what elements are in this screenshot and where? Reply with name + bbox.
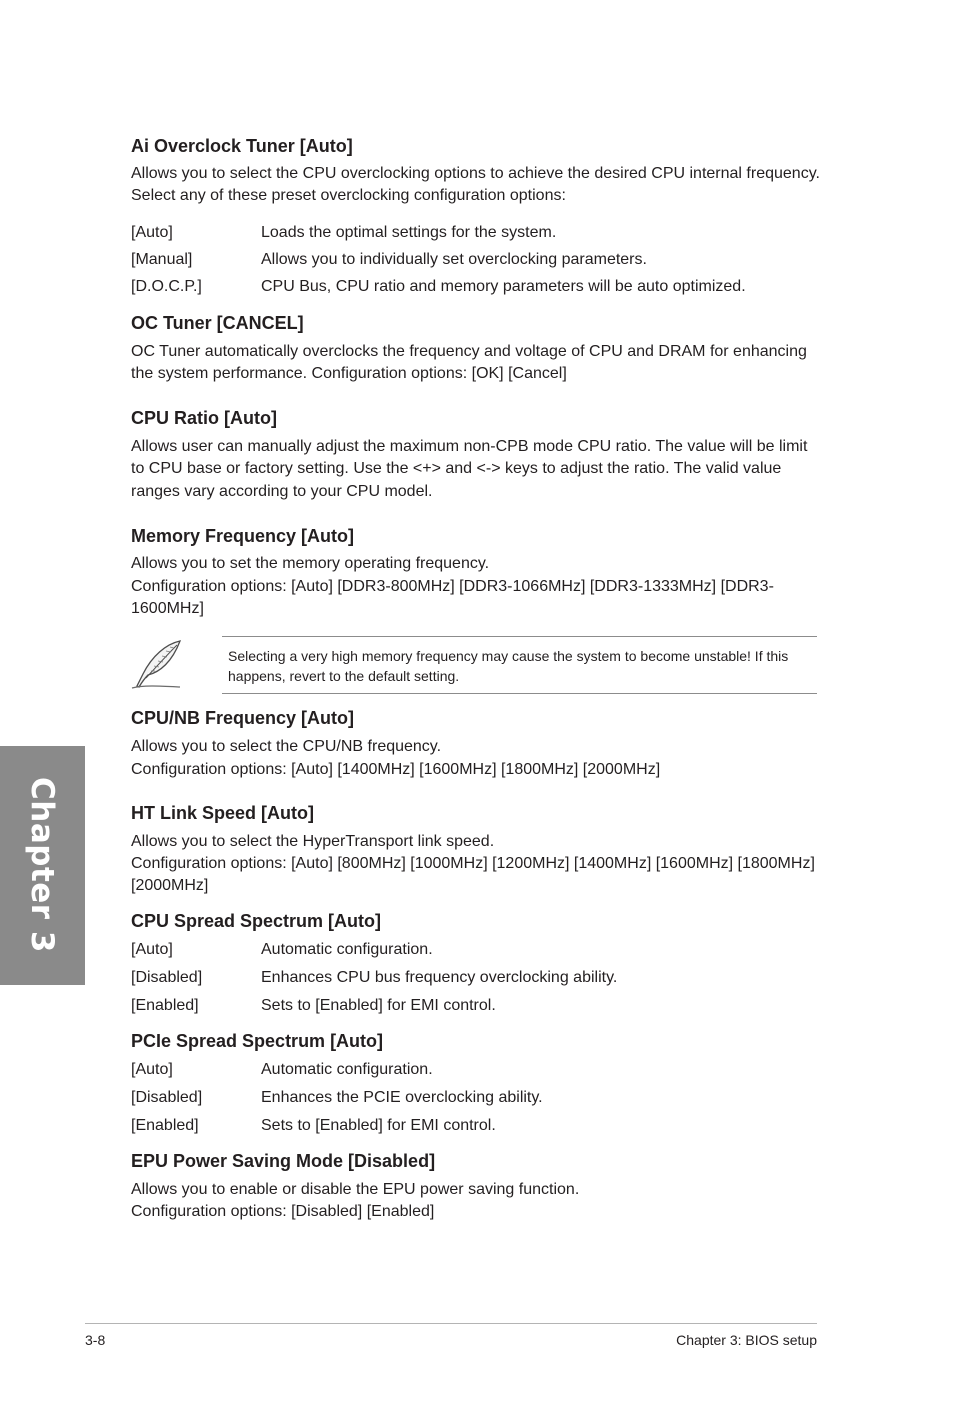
section-heading-cpu-nb-frequency: CPU/NB Frequency [Auto] [131,708,355,728]
option-key: [Auto] [131,941,173,958]
option-description: Loads the optimal settings for the system. [261,224,557,241]
section-heading-cpu-spread-spectrum: CPU Spread Spectrum [Auto] [131,911,382,931]
chapter-tab-label: Chapter 3 [24,777,60,953]
option-description: CPU Bus, CPU ratio and memory parameters will be auto optimized. [261,278,746,295]
note-top-rule [222,636,817,637]
note-bottom-rule [222,693,817,694]
quill-pen-icon [130,638,184,690]
option-key: [Auto] [131,1061,173,1078]
section-heading-oc-tuner: OC Tuner [CANCEL] [131,313,304,333]
option-description: Enhances the PCIE overclocking ability. [261,1089,543,1106]
option-description: Allows you to individually set overclocking parameters. [261,251,647,268]
section-heading-ai-overclock-tuner: Ai Overclock Tuner [Auto] [131,136,353,156]
option-key: [Enabled] [131,1117,199,1134]
section-heading-ht-link-speed: HT Link Speed [Auto] [131,803,314,823]
option-description: Enhances CPU bus frequency overclocking ability. [261,969,618,986]
option-description: Sets to [Enabled] for EMI control. [261,1117,496,1134]
section-heading-cpu-ratio: CPU Ratio [Auto] [131,408,277,428]
section-text-ht-link-speed-line1: Allows you to select the HyperTransport link speed. [131,833,495,850]
option-key: [D.O.C.P.] [131,278,202,295]
section-text-cpu-ratio: Allows user can manually adjust the maximum non-CPB mode CPU ratio. The value will be limit to CPU base or factory setting. Use the <+> and <-> keys to adjust the ratio. The valid value ranges vary according to your CPU model. [131,438,808,500]
option-description: Sets to [Enabled] for EMI control. [261,997,496,1014]
footer-rule [85,1323,817,1324]
option-key: [Disabled] [131,969,203,986]
section-text-oc-tuner: OC Tuner automatically overclocks the frequency and voltage of CPU and DRAM for enhancing the system performance. Configuration options: [OK] [Cancel] [131,343,807,383]
option-key: [Enabled] [131,997,199,1014]
section-heading-pcie-spread-spectrum: PCIe Spread Spectrum [Auto] [131,1031,384,1051]
section-text-epu-power-saving-line2: Configuration options: [Disabled] [Enabled] [131,1203,435,1220]
page-number: 3-8 [85,1332,106,1348]
option-key: [Manual] [131,251,193,268]
section-text-cpu-nb-frequency-line1: Allows you to select the CPU/NB frequency. [131,738,442,755]
option-key: [Auto] [131,224,173,241]
section-heading-memory-frequency: Memory Frequency [Auto] [131,526,355,546]
section-heading-epu-power-saving-mode: EPU Power Saving Mode [Disabled] [131,1151,436,1171]
section-text-epu-power-saving-line1: Allows you to enable or disable the EPU power saving function. [131,1181,580,1198]
section-text-memory-frequency-line1: Allows you to set the memory operating frequency. [131,555,490,572]
option-description: Automatic configuration. [261,941,433,958]
section-text-memory-frequency-line2: Configuration options: [Auto] [DDR3-800MHz] [DDR3-1066MHz] [DDR3-1333MHz] [DDR3-1600MHz] [131,578,774,618]
chapter-side-tab [0,746,85,985]
section-text-cpu-nb-frequency-line2: Configuration options: [Auto] [1400MHz] [1600MHz] [1800MHz] [2000MHz] [131,761,661,778]
note-text: Selecting a very high memory frequency may cause the system to become unstable! If this happens, revert to the default setting. [228,648,789,684]
footer-chapter-title: Chapter 3: BIOS setup [676,1332,817,1348]
section-text-ai-overclock-tuner: Allows you to select the CPU overclocking options to achieve the desired CPU internal frequency. Select any of these preset overclocking configuration options: [131,165,820,205]
section-text-ht-link-speed-line2: Configuration options: [Auto] [800MHz] [1000MHz] [1200MHz] [1400MHz] [1600MHz] [1800MHz] [2000MHz] [131,855,815,895]
option-description: Automatic configuration. [261,1061,433,1078]
option-key: [Disabled] [131,1089,203,1106]
